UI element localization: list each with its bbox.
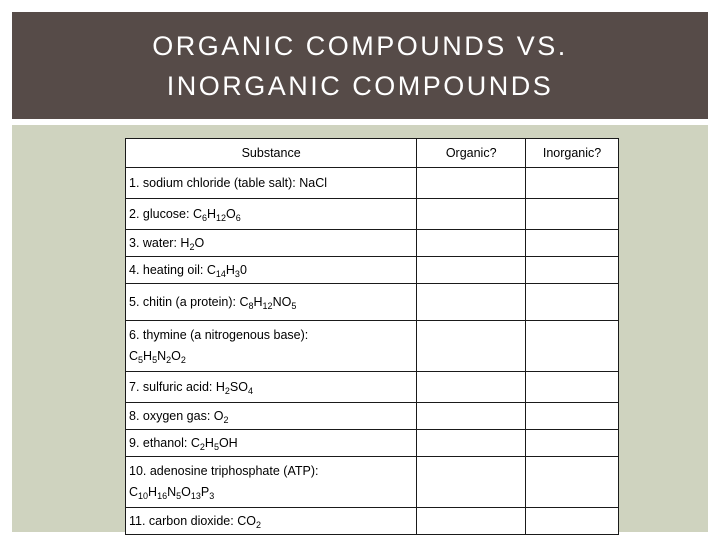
substance-label: 9. ethanol: xyxy=(129,436,191,450)
table-row xyxy=(126,168,619,199)
substance-cell xyxy=(126,257,417,284)
inorganic-answer-cell[interactable] xyxy=(526,199,619,230)
substance-cell xyxy=(126,372,417,403)
title-line-1: ORGANIC COMPOUNDS VS. xyxy=(152,30,568,61)
table-row xyxy=(126,430,619,457)
formula: $C_5H_5N_2O_2$ xyxy=(129,349,186,365)
inorganic-answer-cell[interactable] xyxy=(526,430,619,457)
title-line-2: INORGANIC COMPOUNDS xyxy=(166,70,554,101)
substance-cell xyxy=(126,457,417,508)
formula: $C_6H_{12}O_6$ xyxy=(192,207,241,223)
substance-cell xyxy=(126,168,417,199)
formula: Cl xyxy=(315,176,328,190)
substance-label: 5. chitin (a protein): xyxy=(129,295,240,309)
substance-label: 4. heating oil: xyxy=(129,263,207,277)
organic-answer-cell[interactable] xyxy=(417,257,526,284)
formula: $H_2SO_4$ xyxy=(215,380,253,396)
substance-cell xyxy=(126,199,417,230)
formula: $C_{14}H_30$ xyxy=(206,263,247,279)
substance-cell xyxy=(126,508,417,535)
substance-label: 10. adenosine triphosphate (ATP): xyxy=(129,464,319,478)
inorganic-answer-cell[interactable] xyxy=(526,508,619,535)
inorganic-answer-cell[interactable] xyxy=(526,403,619,430)
substance-label: 8. oxygen gas: xyxy=(129,409,214,423)
formula: $C_8H_{12}NO_5$ xyxy=(239,295,297,311)
substance-cell xyxy=(126,430,417,457)
table-header-row xyxy=(126,139,619,168)
table-row xyxy=(126,403,619,430)
table-row xyxy=(126,508,619,535)
substance-label: 2. glucose: xyxy=(129,207,193,221)
substance-cell xyxy=(126,230,417,257)
formula: $C_2H_5OH$ xyxy=(190,436,238,452)
organic-answer-cell[interactable] xyxy=(417,168,526,199)
organic-answer-cell[interactable] xyxy=(417,403,526,430)
table-row xyxy=(126,230,619,257)
compounds-table xyxy=(125,138,619,535)
inorganic-answer-cell[interactable] xyxy=(526,230,619,257)
formula: $O_2$ xyxy=(213,409,229,425)
table-row xyxy=(126,372,619,403)
header-substance: Substance xyxy=(126,139,417,168)
substance-label: 1. sodium chloride (table salt): Na xyxy=(129,176,316,190)
table-row xyxy=(126,199,619,230)
substance-cell xyxy=(126,284,417,321)
table-row xyxy=(126,457,619,508)
organic-answer-cell[interactable] xyxy=(417,321,526,372)
substance-label: 6. thymine (a nitrogenous base): xyxy=(129,328,309,342)
substance-label: 7. sulfuric acid: xyxy=(129,380,216,394)
organic-answer-cell[interactable] xyxy=(417,457,526,508)
table-row xyxy=(126,284,619,321)
organic-answer-cell[interactable] xyxy=(417,230,526,257)
substance-label: 3. water: xyxy=(129,236,181,250)
table-row xyxy=(126,321,619,372)
inorganic-answer-cell[interactable] xyxy=(526,168,619,199)
inorganic-answer-cell[interactable] xyxy=(526,257,619,284)
inorganic-answer-cell[interactable] xyxy=(526,321,619,372)
inorganic-answer-cell[interactable] xyxy=(526,284,619,321)
organic-answer-cell[interactable] xyxy=(417,372,526,403)
formula: $CO_2$ xyxy=(237,514,261,530)
header-inorganic: Inorganic? xyxy=(526,139,619,168)
organic-answer-cell[interactable] xyxy=(417,430,526,457)
substance-cell xyxy=(126,403,417,430)
substance-label: 11. carbon dioxide: xyxy=(129,514,238,528)
inorganic-answer-cell[interactable] xyxy=(526,372,619,403)
formula: $H_2O$ xyxy=(180,236,205,252)
title-banner xyxy=(12,12,708,119)
header-organic: Organic? xyxy=(417,139,526,168)
inorganic-answer-cell[interactable] xyxy=(526,457,619,508)
formula: $C_{10}H_{16}N_5O_{13}P_3$ xyxy=(129,485,215,501)
substance-cell xyxy=(126,321,417,372)
organic-answer-cell[interactable] xyxy=(417,508,526,535)
table-row xyxy=(126,257,619,284)
organic-answer-cell[interactable] xyxy=(417,284,526,321)
organic-answer-cell[interactable] xyxy=(417,199,526,230)
